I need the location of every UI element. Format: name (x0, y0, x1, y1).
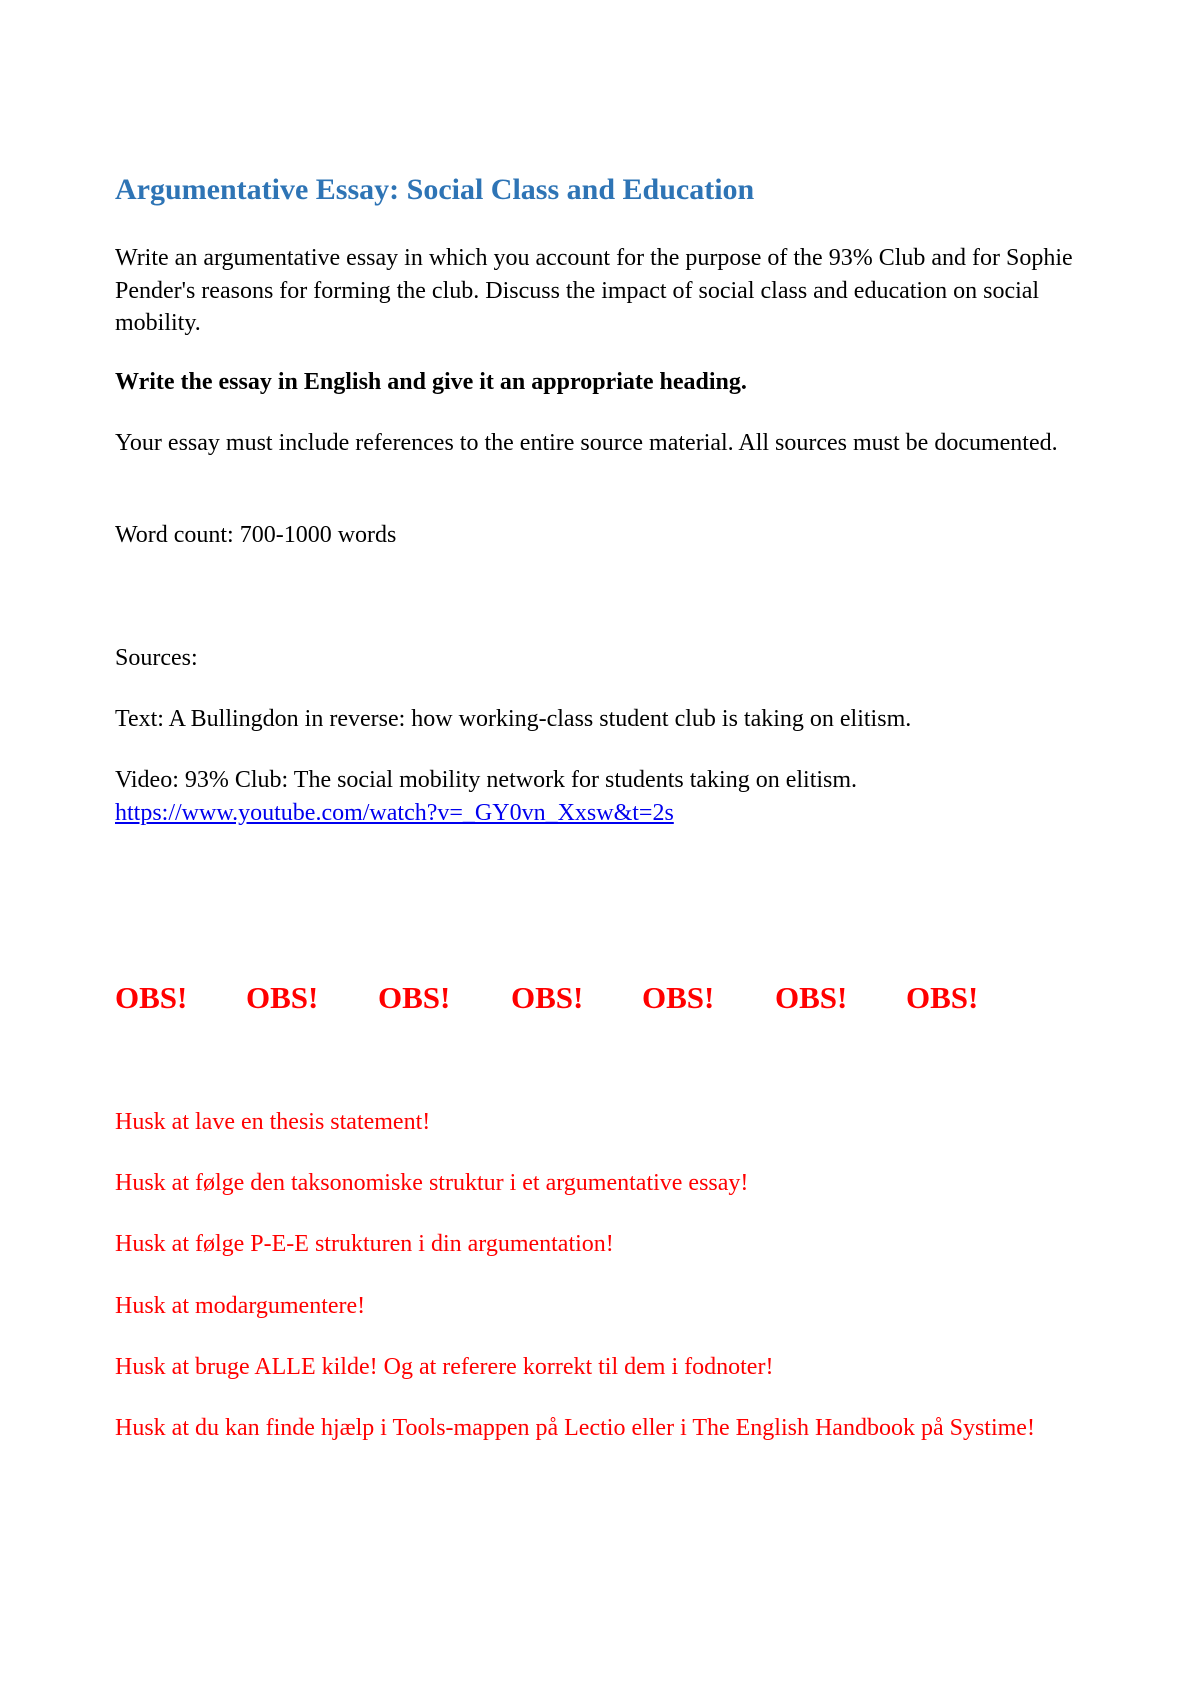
obs-label: OBS! (642, 980, 715, 1015)
video-source (115, 764, 1095, 829)
obs-label: OBS! (115, 980, 188, 1015)
text-source: Text: A Bullingdon in reverse: how working-class student club is taking on elitism. (115, 706, 912, 732)
word-count: Word count: 700-1000 words (115, 522, 397, 548)
reminder-taxonomy: Husk at følge den taksonomiske struktur i et argumentative essay! (115, 1170, 749, 1196)
task-paragraph: Write an argumentative essay in which you account for the purpose of the 93% Club and for Sophie Pender's reasons for forming the club. Discuss the impact of social class and education on social mobility. (115, 245, 1073, 336)
sources-heading: Sources: (115, 645, 198, 671)
video-link[interactable]: https://www.youtube.com/watch?v=_GY0vn_Xxsw&t=2s (115, 799, 674, 826)
reminder-pee: Husk at følge P-E-E strukturen i din argumentation! (115, 1231, 614, 1257)
obs-label: OBS! (906, 980, 979, 1015)
reminder-thesis: Husk at lave en thesis statement! (115, 1109, 431, 1135)
language-note: Write the essay in English and give it an appropriate heading. (115, 369, 747, 395)
obs-label: OBS! (378, 980, 451, 1015)
obs-label: OBS! (511, 980, 584, 1015)
reminder-counterargue: Husk at modargumentere! (115, 1293, 366, 1319)
video-source-label: Video: 93% Club: The social mobility network for students taking on elitism. (115, 767, 858, 793)
obs-label: OBS! (775, 980, 848, 1015)
references-note: Your essay must include references to the entire source material. All sources must be documented. (115, 430, 1058, 456)
reminder-help: Husk at du kan finde hjælp i Tools-mappen på Lectio eller i The English Handbook på Systime! (115, 1415, 1035, 1441)
reminder-sources: Husk at bruge ALLE kilde! Og at referere korrekt til dem i fodnoter! (115, 1354, 774, 1380)
page-title: Argumentative Essay: Social Class and Education (115, 173, 755, 206)
obs-label: OBS! (246, 980, 319, 1015)
obs-row (115, 978, 1095, 1018)
